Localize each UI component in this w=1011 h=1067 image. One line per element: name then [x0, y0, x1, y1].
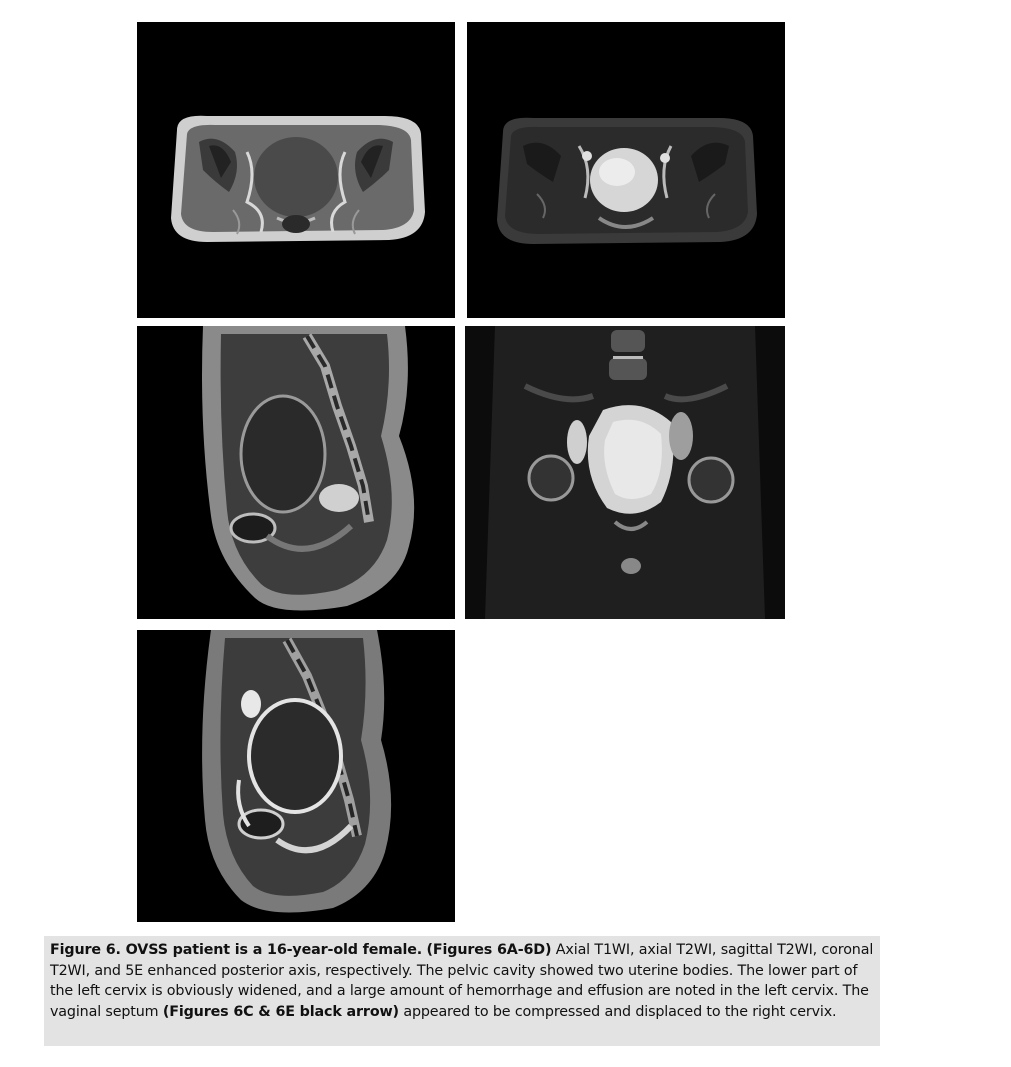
mri-image-axial-t1: [137, 22, 455, 318]
mri-panel-sagittal-t2wi: [137, 326, 455, 619]
caption-arrow-reference: (Figures 6C & 6E black arrow): [162, 1003, 399, 1020]
mri-panel-coronal-t2wi: [465, 326, 785, 619]
mri-panel-axial-t2wi: [467, 22, 785, 318]
figure-caption: [44, 936, 880, 1046]
caption-body-text-end: appeared to be compressed and displaced to the right cervix.: [398, 1003, 837, 1020]
mri-panel-sagittal-enhanced: [137, 630, 455, 922]
mri-image-coronal-t2: [465, 326, 785, 619]
caption-panel-reference: (Figures 6A-6D): [426, 942, 552, 958]
mri-panel-axial-t1wi: [137, 22, 455, 318]
caption-title: Figure 6. OVSS patient is a 16-year-old female.: [50, 942, 423, 958]
mri-image-sagittal-t2: [137, 326, 455, 619]
mri-image-sagittal-enhanced: [137, 630, 455, 922]
mri-image-axial-t2: [467, 22, 785, 318]
caption-body-text: Axial T1WI, axial T2WI, sagittal T2WI, coronal T2WI, and 5E enhanced posterior axis, respectively. The pelvic cavity showed two uterine bodies. The lower part of the left cervix is obviously widened, and a large amount of hemorrhage and effusion are noted in the left cervix. The vaginal septum: [50, 942, 874, 1020]
